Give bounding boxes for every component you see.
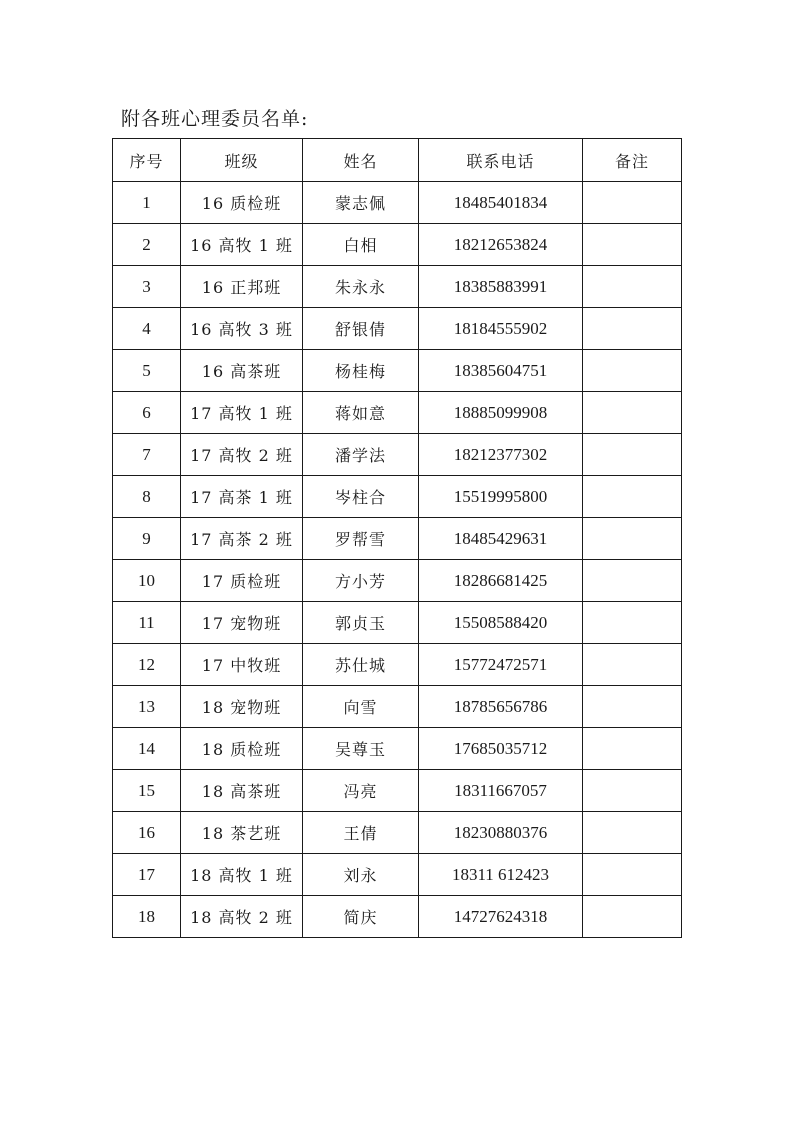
- cell-phone: 18485429631: [419, 518, 583, 560]
- cell-phone: 18485401834: [419, 182, 583, 224]
- cell-index: 12: [113, 644, 181, 686]
- table-row: [113, 182, 682, 224]
- cell-class: 17 中牧班: [181, 644, 303, 686]
- cell-note: [583, 392, 682, 434]
- cell-phone: 17685035712: [419, 728, 583, 770]
- cell-index: 6: [113, 392, 181, 434]
- cell-note: [583, 686, 682, 728]
- cell-note: [583, 644, 682, 686]
- cell-class: 17 质检班: [181, 560, 303, 602]
- cell-phone: 18311667057: [419, 770, 583, 812]
- cell-name: 吴尊玉: [303, 728, 419, 770]
- cell-index: 7: [113, 434, 181, 476]
- table-row: [113, 350, 682, 392]
- cell-index: 17: [113, 854, 181, 896]
- cell-note: [583, 728, 682, 770]
- cell-name: 罗帮雪: [303, 518, 419, 560]
- cell-index: 2: [113, 224, 181, 266]
- cell-name: 岑柱合: [303, 476, 419, 518]
- cell-index: 18: [113, 896, 181, 938]
- cell-name: 白相: [303, 224, 419, 266]
- cell-name: 冯亮: [303, 770, 419, 812]
- cell-class: 17 高茶 1 班: [181, 476, 303, 518]
- cell-note: [583, 896, 682, 938]
- cell-phone: 18885099908: [419, 392, 583, 434]
- cell-note: [583, 560, 682, 602]
- cell-class: 16 高茶班: [181, 350, 303, 392]
- header-phone: 联系电话: [419, 139, 583, 182]
- cell-name: 蒋如意: [303, 392, 419, 434]
- cell-note: [583, 518, 682, 560]
- psych-committee-table: [112, 138, 682, 938]
- cell-index: 13: [113, 686, 181, 728]
- cell-class: 18 高牧 2 班: [181, 896, 303, 938]
- cell-note: [583, 770, 682, 812]
- cell-phone: 15508588420: [419, 602, 583, 644]
- cell-note: [583, 350, 682, 392]
- cell-index: 4: [113, 308, 181, 350]
- cell-phone: 18212653824: [419, 224, 583, 266]
- cell-index: 10: [113, 560, 181, 602]
- table-row: [113, 476, 682, 518]
- cell-phone: 14727624318: [419, 896, 583, 938]
- cell-phone: 15772472571: [419, 644, 583, 686]
- cell-note: [583, 434, 682, 476]
- cell-index: 14: [113, 728, 181, 770]
- cell-phone: 18286681425: [419, 560, 583, 602]
- table-row: [113, 266, 682, 308]
- cell-index: 9: [113, 518, 181, 560]
- table-row: [113, 518, 682, 560]
- cell-class: 18 质检班: [181, 728, 303, 770]
- cell-index: 8: [113, 476, 181, 518]
- cell-index: 15: [113, 770, 181, 812]
- cell-class: 16 质检班: [181, 182, 303, 224]
- table-row: [113, 602, 682, 644]
- cell-class: 18 高牧 1 班: [181, 854, 303, 896]
- header-note: 备注: [583, 139, 682, 182]
- header-name: 姓名: [303, 139, 419, 182]
- header-class: 班级: [181, 139, 303, 182]
- cell-phone: 18385604751: [419, 350, 583, 392]
- cell-class: 17 高茶 2 班: [181, 518, 303, 560]
- cell-class: 18 茶艺班: [181, 812, 303, 854]
- cell-index: 1: [113, 182, 181, 224]
- cell-name: 苏仕城: [303, 644, 419, 686]
- cell-name: 郭贞玉: [303, 602, 419, 644]
- cell-class: 17 高牧 2 班: [181, 434, 303, 476]
- cell-name: 方小芳: [303, 560, 419, 602]
- table-row: [113, 644, 682, 686]
- cell-note: [583, 308, 682, 350]
- cell-phone: 18385883991: [419, 266, 583, 308]
- table-row: [113, 308, 682, 350]
- cell-note: [583, 854, 682, 896]
- table-row: [113, 812, 682, 854]
- document-title: 附各班心理委员名单:: [121, 108, 309, 130]
- cell-phone: 18230880376: [419, 812, 583, 854]
- cell-index: 11: [113, 602, 181, 644]
- cell-phone: 15519995800: [419, 476, 583, 518]
- header-index: 序号: [113, 139, 181, 182]
- cell-phone: 18212377302: [419, 434, 583, 476]
- cell-class: 16 正邦班: [181, 266, 303, 308]
- cell-note: [583, 812, 682, 854]
- cell-class: 17 高牧 1 班: [181, 392, 303, 434]
- cell-name: 舒银倩: [303, 308, 419, 350]
- cell-name: 朱永永: [303, 266, 419, 308]
- cell-name: 杨桂梅: [303, 350, 419, 392]
- table-body: [113, 182, 682, 938]
- cell-class: 18 宠物班: [181, 686, 303, 728]
- table-row: [113, 434, 682, 476]
- table-header-row: [113, 139, 682, 182]
- cell-note: [583, 602, 682, 644]
- table-row: [113, 896, 682, 938]
- cell-class: 17 宠物班: [181, 602, 303, 644]
- cell-index: 16: [113, 812, 181, 854]
- table-row: [113, 560, 682, 602]
- cell-note: [583, 476, 682, 518]
- cell-name: 刘永: [303, 854, 419, 896]
- table-row: [113, 770, 682, 812]
- cell-phone: 18785656786: [419, 686, 583, 728]
- table-row: [113, 854, 682, 896]
- cell-index: 5: [113, 350, 181, 392]
- cell-note: [583, 266, 682, 308]
- table-row: [113, 728, 682, 770]
- cell-note: [583, 224, 682, 266]
- cell-index: 3: [113, 266, 181, 308]
- cell-class: 18 高茶班: [181, 770, 303, 812]
- cell-note: [583, 182, 682, 224]
- cell-name: 王倩: [303, 812, 419, 854]
- table-row: [113, 224, 682, 266]
- cell-name: 潘学法: [303, 434, 419, 476]
- cell-phone: 18311 612423: [419, 854, 583, 896]
- cell-name: 向雪: [303, 686, 419, 728]
- cell-name: 蒙志佩: [303, 182, 419, 224]
- cell-class: 16 高牧 3 班: [181, 308, 303, 350]
- table-row: [113, 686, 682, 728]
- cell-class: 16 高牧 1 班: [181, 224, 303, 266]
- cell-name: 简庆: [303, 896, 419, 938]
- table-row: [113, 392, 682, 434]
- cell-phone: 18184555902: [419, 308, 583, 350]
